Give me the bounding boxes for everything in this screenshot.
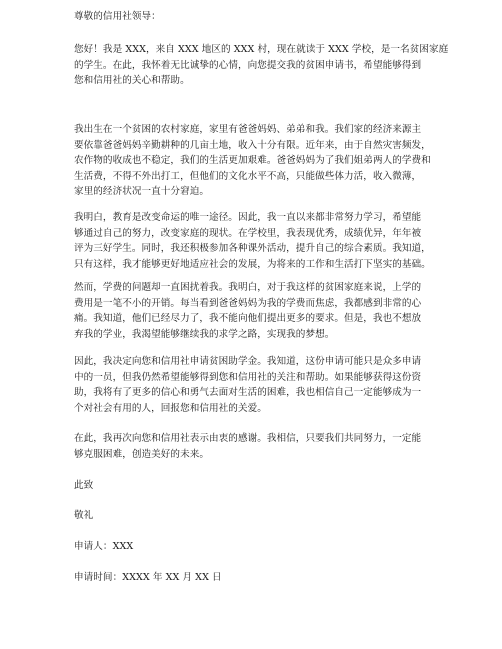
closing-text: 敬礼: [74, 510, 94, 521]
paragraph-line: 个对社会有用的人，回报您和信用社的关爱。: [74, 402, 267, 414]
paragraph-family: [74, 122, 434, 200]
paragraph-line: 要依靠爸爸妈妈辛勤耕种的几亩土地，收入十分有限。近年来，由于自然灾害频发，: [74, 139, 431, 151]
paragraph-line: 生活费，不得不外出打工，但他们的文化水平不高，只能做些体力活，收入微薄，: [74, 170, 422, 182]
salutation: [74, 9, 434, 25]
applicant-name: [74, 539, 434, 555]
paragraph-line: 然而，学费的问题却一直困扰着我。我明白，对于我这样的贫困家庭来说，上学的: [74, 282, 422, 293]
paragraph-line: 弃我的学业，我渴望能够继续我的求学之路，实现我的梦想。: [74, 328, 335, 340]
paragraph-line: 痛。我知道，他们已经尽力了，我不能向他们提出更多的要求。但是，我也不想放: [74, 313, 422, 325]
paragraph-line: 在此，我再次向您和信用社表示由衷的感谢。我相信，只要我们共同努力，一定能: [74, 433, 422, 444]
paragraph-line: 中的一员，但我仍然希望能够得到您和信用社的关注和帮助。如果能够获得这份资: [74, 371, 422, 383]
paragraph-line: 您和信用社的关心和帮助。: [74, 75, 190, 87]
paragraph-education: [74, 210, 434, 272]
closing-text: 此致: [74, 480, 94, 491]
paragraph-line: 农作物的收成也不稳定，我们的生活更加艰难。爸爸妈妈为了我们姐弟两人的学费和: [74, 155, 431, 167]
paragraph-line: 我出生在一个贫困的农村家庭，家里有爸爸妈妈、弟弟和我。我们家的经济来源主: [74, 124, 422, 135]
closing-line-1: [74, 478, 434, 494]
paragraph-line: 助，我将有了更多的信心和勇气去面对生活的困难，我也相信自己一定能够成为一: [74, 387, 422, 399]
paragraph-intro: [74, 42, 449, 89]
date-text: 申请时间：XXXX 年 XX 月 XX 日: [74, 572, 222, 583]
paragraph-line: 我明白，教育是改变命运的唯一途径。因此，我一直以来都非常努力学习，希望能: [74, 212, 422, 223]
paragraph-line: 家里的经济状况一直十分窘迫。: [74, 186, 210, 198]
closing-line-2: [74, 508, 434, 524]
paragraph-line: 够克服困难，创造美好的未来。: [74, 448, 210, 460]
paragraph-tuition: [74, 280, 434, 342]
paragraph-thanks: [74, 431, 434, 462]
paragraph-line: 够通过自己的努力，改变家庭的现状。在学校里，我表现优秀，成绩优异，年年被: [74, 227, 422, 239]
applicant-text: 申请人：XXX: [74, 541, 134, 552]
paragraph-line: 因此，我决定向您和信用社申请贫困助学金。我知道，这份申请可能只是众多申请: [74, 356, 422, 367]
paragraph-line: 您好！我是 XXX，来自 XXX 地区的 XXX 村，现在就读于 XXX 学校，是一名贫困家庭: [74, 44, 449, 55]
paragraph-request: [74, 354, 434, 416]
paragraph-line: 只有这样，我才能够更好地适应社会的发展，为将来的工作和生活打下坚实的基础。: [74, 258, 431, 270]
application-date: [74, 570, 434, 586]
paragraph-line: 费用是一笔不小的开销。每当看到爸爸妈妈为我的学费而焦虑，我都感到非常的心: [74, 297, 422, 309]
paragraph-line: 评为三好学生。同时，我还积极参加各种课外活动，提升自己的综合素质。我知道，: [74, 243, 431, 255]
salutation-text: 尊敬的信用社领导：: [74, 11, 161, 22]
paragraph-line: 的学生。在此，我怀着无比诚挚的心情，向您提交我的贫困申请书，希望能够得到: [74, 59, 422, 71]
